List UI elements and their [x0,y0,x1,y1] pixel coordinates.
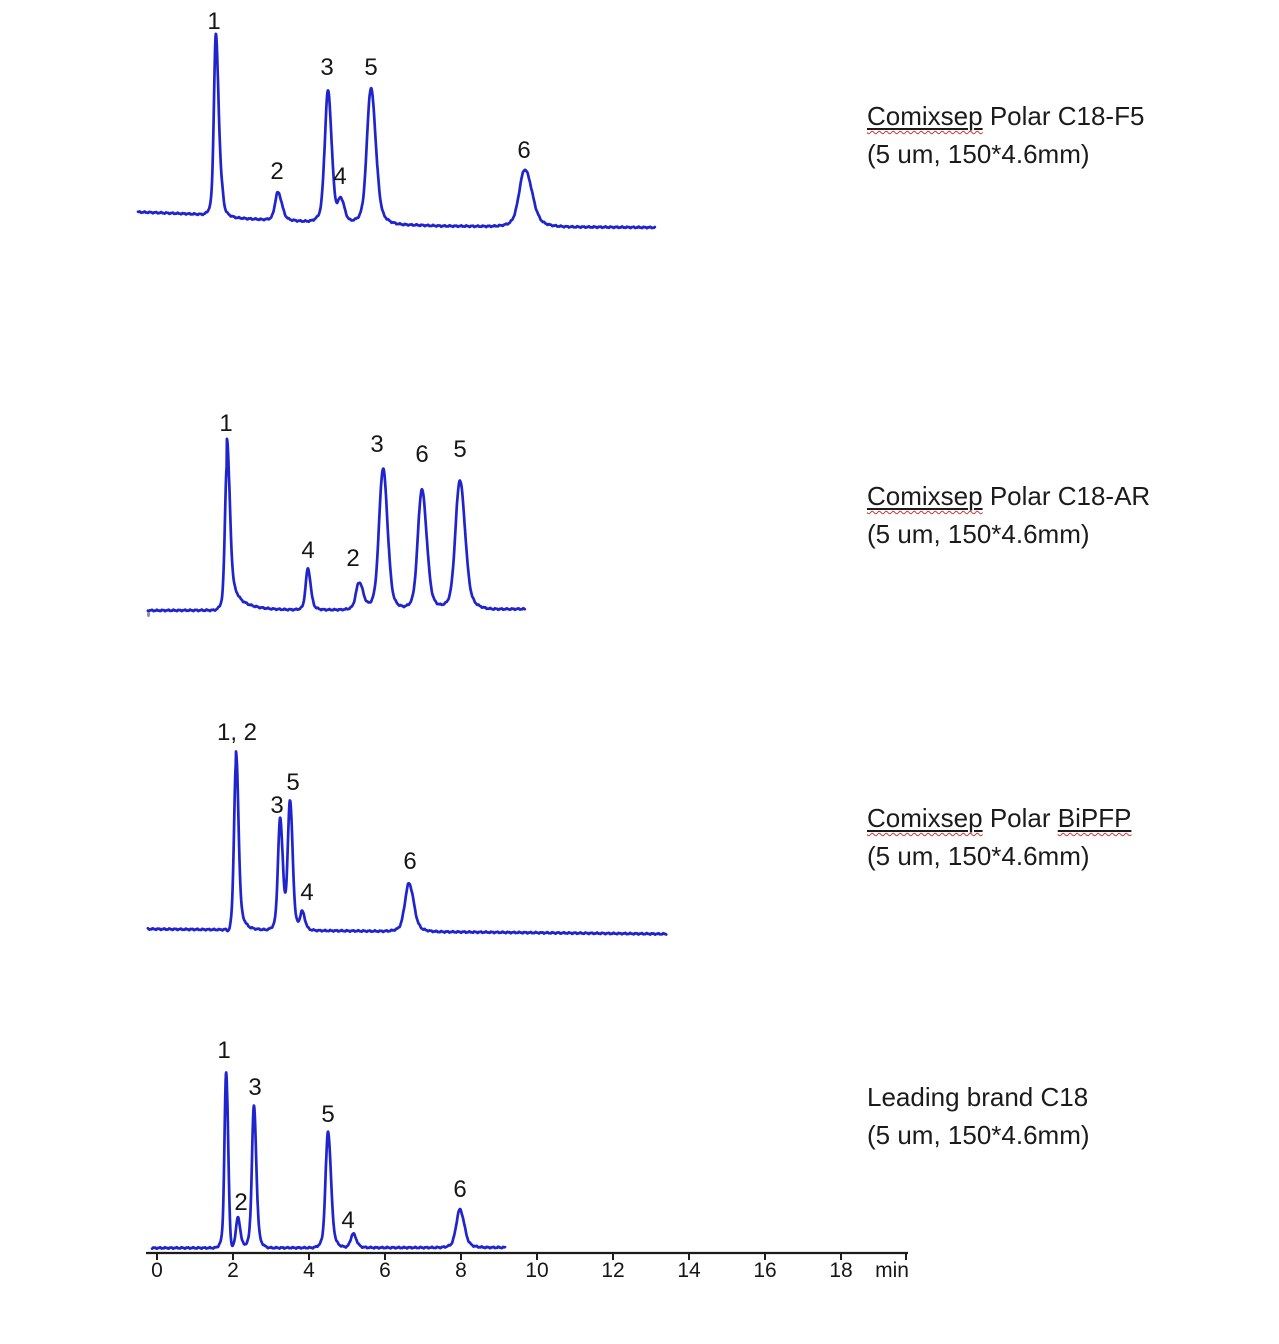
peak-label-2-3: 3 [370,431,384,458]
peak-label-1-1: 1 [207,8,221,35]
peak-label-4-3: 3 [248,1074,262,1101]
peak-label-1-2: 2 [270,158,284,185]
axis-tick-label-0: 0 [151,1259,163,1282]
peak-label-2-5: 5 [453,436,467,463]
column-title-4-name: Leading brand C18 [867,1082,1089,1112]
chromatogram-3-trace [148,752,666,935]
flagged-word: Comixsep [867,481,983,511]
peak-label-1-4: 4 [333,163,347,190]
axis-tick-label-4: 4 [303,1259,315,1282]
peak-label-2-1: 1 [219,410,233,437]
column-title-3-dims: (5 um, 150*4.6mm) [867,841,1090,871]
peak-label-4-4: 4 [341,1207,355,1234]
column-title-2-name: Comixsep Polar C18-AR [867,481,1151,511]
chromatogram-1-trace [138,34,655,228]
flagged-word: Comixsep [867,803,983,833]
column-title-2 [867,477,1150,553]
peak-label-4-1: 1 [217,1037,231,1064]
peak-label-3-4: 4 [300,879,314,906]
peak-label-2-2: 2 [346,545,360,572]
axis-tick-label-10: 10 [525,1259,549,1282]
peak-label-1-5: 5 [364,54,378,81]
peak-label-3-5: 5 [286,769,300,796]
axis-tick-label-18: 18 [829,1259,853,1282]
column-title-2-dims: (5 um, 150*4.6mm) [867,519,1090,549]
axis-tick-label-14: 14 [677,1259,701,1282]
peak-label-1-3: 3 [320,54,334,81]
axis-tick-label-8: 8 [455,1259,467,1282]
column-title-1 [867,97,1144,173]
chromatogram-2-trace [148,439,525,612]
column-title-1-name: Comixsep Polar C18-F5 [867,101,1145,131]
column-title-3 [867,799,1131,875]
column-title-4 [867,1078,1090,1154]
peak-label-3-3: 3 [270,792,284,819]
peak-label-3-12: 1, 2 [216,719,258,746]
peak-label-3-6: 6 [403,848,417,875]
axis-tick-label-2: 2 [227,1259,239,1282]
peak-label-2-4: 4 [301,537,315,564]
peak-label-2-6: 6 [415,441,429,468]
peak-label-4-6: 6 [453,1176,467,1203]
stray-mark [147,612,150,617]
axis-tick-label-6: 6 [379,1259,391,1282]
axis-unit-label: min [875,1259,909,1282]
peak-label-4-2: 2 [234,1189,248,1216]
chromatogram-4-trace [152,1073,505,1249]
column-title-4-dims: (5 um, 150*4.6mm) [867,1120,1090,1150]
column-title-3-name: Comixsep Polar BiPFP [867,803,1132,833]
column-title-1-dims: (5 um, 150*4.6mm) [867,139,1090,169]
flagged-word: Comixsep [867,101,983,131]
axis-tick-label-16: 16 [753,1259,777,1282]
flagged-word: BiPFP [1057,803,1132,833]
peak-label-1-6: 6 [517,137,531,164]
peak-label-4-5: 5 [321,1101,335,1128]
axis-tick-label-12: 12 [601,1259,625,1282]
